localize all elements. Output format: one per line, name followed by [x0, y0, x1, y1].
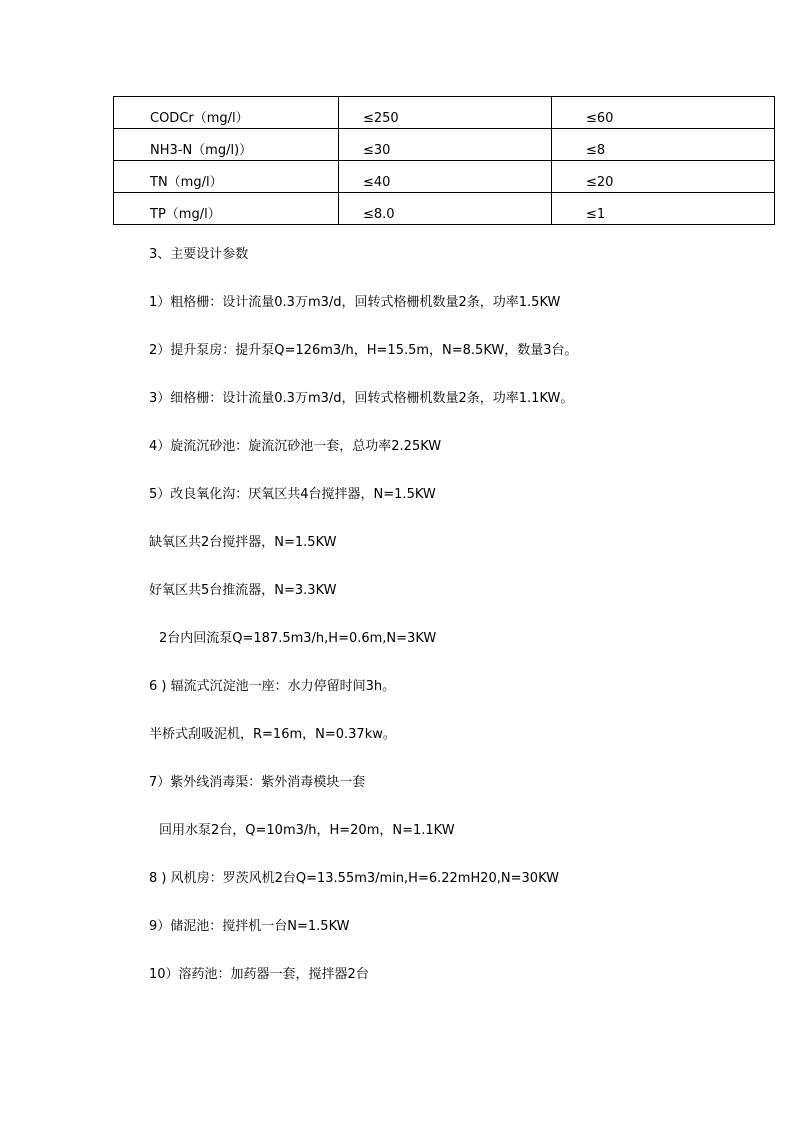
param-line-lift-pump: 2）提升泵房：提升泵Q=126m3/h，H=15.5m，N=8.5KW，数量3台。 — [149, 343, 578, 358]
influent-cell: ≤250 — [339, 97, 552, 129]
effluent-cell: ≤8 — [552, 129, 775, 161]
influent-cell: ≤30 — [339, 129, 552, 161]
effluent-cell: ≤20 — [552, 161, 775, 193]
param-line-scraper: 半桥式刮吸泥机，R=16m，N=0.37kw。 — [149, 727, 396, 742]
table-row — [114, 161, 775, 193]
param-line-grit-chamber: 4）旋流沉砂池：旋流沉砂池一套，总功率2.25KW — [149, 439, 442, 454]
param-line-reuse-pump: 回用水泵2台，Q=10m3/h，H=20m，N=1.1KW — [159, 823, 455, 838]
effluent-cell: ≤1 — [552, 193, 775, 225]
param-line-blower-room: 8 ) 风机房：罗茨风机2台Q=13.55m3/min,H=6.22mH20,N=30KW — [149, 871, 559, 886]
influent-cell: ≤40 — [339, 161, 552, 193]
param-line-uv-channel: 7）紫外线消毒渠：紫外消毒模块一套 — [149, 775, 366, 790]
param-cell: TN（mg/l） — [114, 161, 339, 193]
param-line-return-pump: 2台内回流泵Q=187.5m3/h,H=0.6m,N=3KW — [159, 631, 437, 646]
table-row — [114, 129, 775, 161]
param-line-aerobic-zone: 好氧区共5台推流器，N=3.3KW — [149, 583, 337, 598]
param-line-oxidation-ditch: 5）改良氧化沟：厌氧区共4台搅拌器，N=1.5KW — [149, 487, 436, 502]
param-line-fine-screen: 3）细格栅：设计流量0.3万m3/d，回转式格栅机数量2条，功率1.1KW。 — [149, 391, 574, 406]
param-line-coarse-screen: 1）粗格栅：设计流量0.3万m3/d，回转式格栅机数量2条，功率1.5KW — [149, 295, 561, 310]
section-heading: 3、主要设计参数 — [149, 247, 249, 262]
param-line-anoxic-zone: 缺氧区共2台搅拌器，N=1.5KW — [149, 535, 337, 550]
param-cell: TP（mg/l） — [114, 193, 339, 225]
influent-cell: ≤8.0 — [339, 193, 552, 225]
param-line-dosing-tank: 10）溶药池：加药器一套，搅拌器2台 — [149, 967, 369, 982]
effluent-cell: ≤60 — [552, 97, 775, 129]
table-row — [114, 97, 775, 129]
table-row — [114, 193, 775, 225]
param-cell: NH3-N（mg/l)） — [114, 129, 339, 161]
param-line-sludge-tank: 9）储泥池：搅拌机一台N=1.5KW — [149, 919, 350, 934]
water-quality-table — [113, 96, 775, 225]
param-cell: CODCr（mg/l） — [114, 97, 339, 129]
param-line-sedimentation: 6 ) 辐流式沉淀池一座：水力停留时间3h。 — [149, 679, 396, 694]
